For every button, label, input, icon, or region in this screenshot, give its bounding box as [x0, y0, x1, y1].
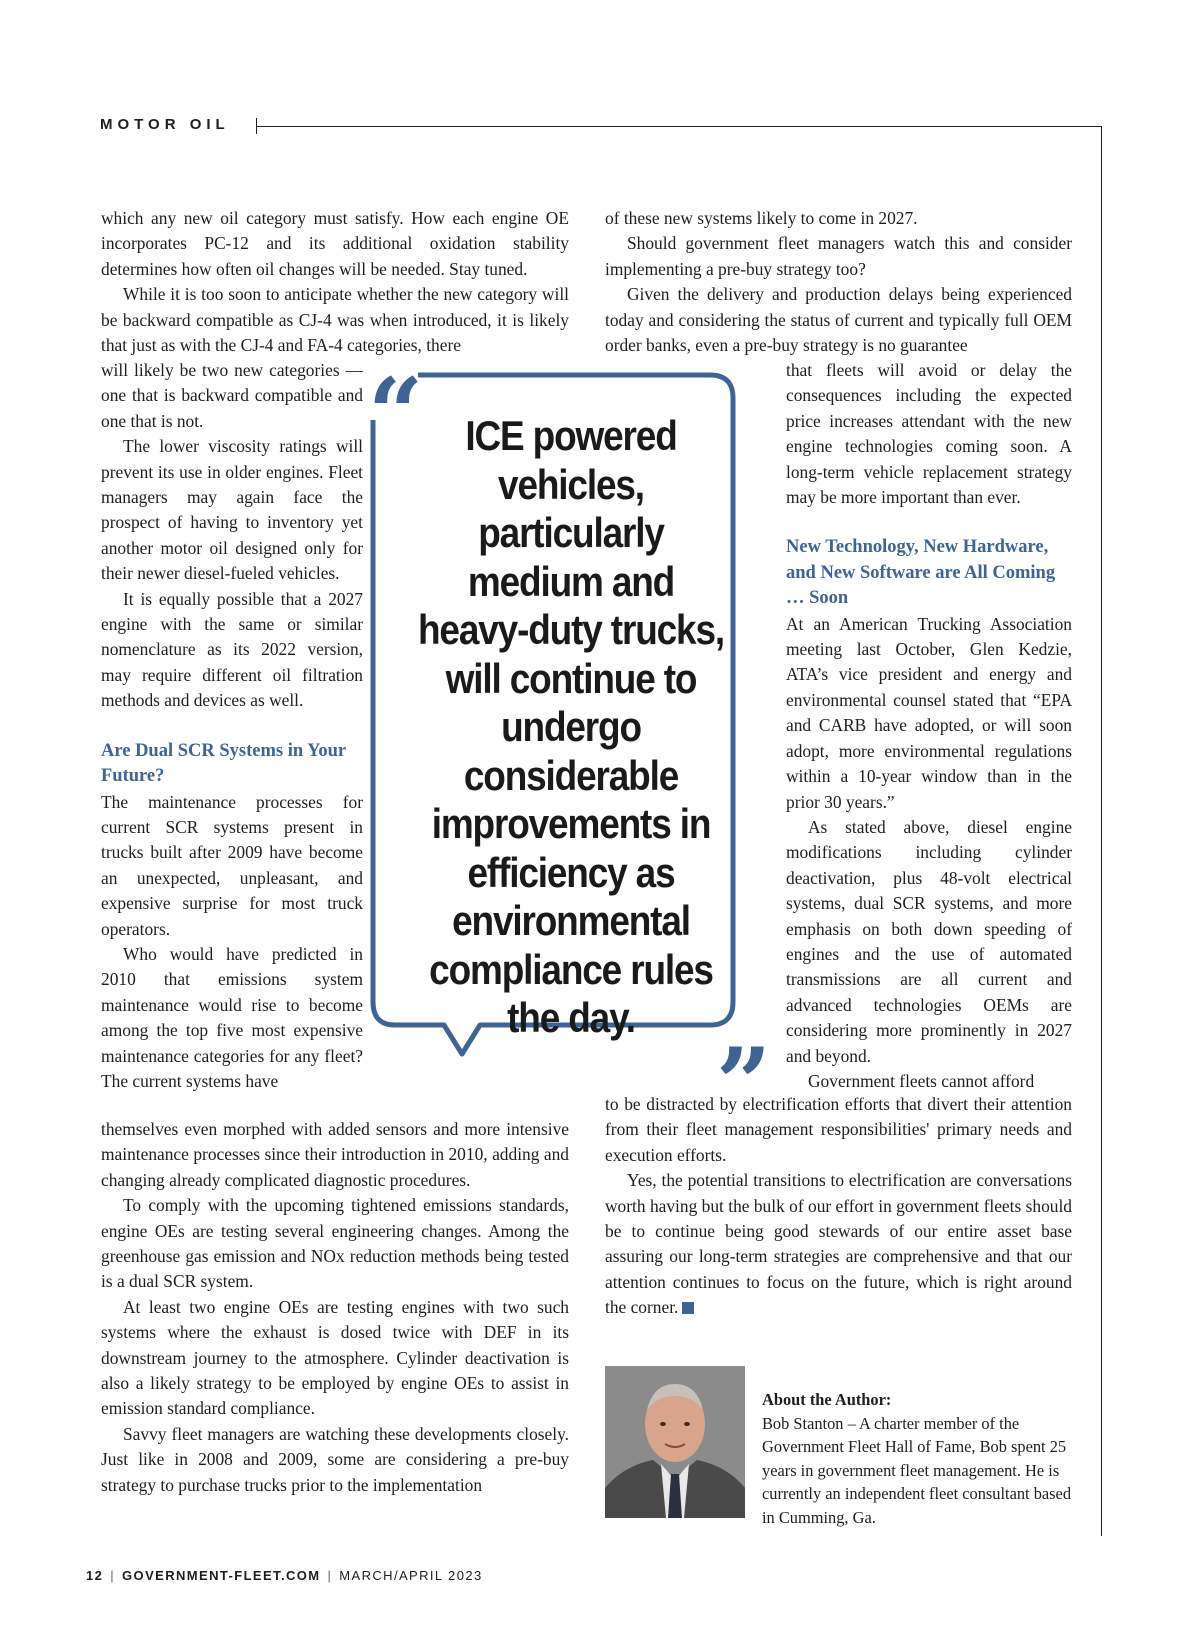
paragraph: will likely be two new categories — one that is backward compatible and one that is not.	[101, 360, 363, 431]
section-label: MOTOR OIL	[100, 116, 230, 133]
author-heading: About the Author:	[762, 1390, 892, 1409]
paragraph: To comply with the upcoming tightened emissions standards, engine OEs are testing several engineering changes. Among the greenhouse gas emission and NOx reduction methods being tested is a dual SCR system.	[101, 1195, 569, 1292]
paragraph: of these new systems likely to come in 2027.	[605, 208, 918, 228]
page-footer: 12 | GOVERNMENT-FLEET.COM | MARCH/APRIL 2023	[86, 1568, 483, 1583]
left-column-narrow	[101, 358, 363, 1094]
paragraph: The maintenance processes for current SCR systems present in trucks built after 2009 have become an unexpected, unpleasant, and expensive surprise for most truck operators.	[101, 791, 363, 939]
paragraph: themselves even morphed with added sensors and more intensive maintenance processes since their introduction in 2010, adding and changing already complicated diagnostic procedures.	[101, 1119, 569, 1190]
left-column-top	[101, 206, 569, 358]
paragraph: At an American Trucking Association meeting last October, Glen Kedzie, ATA’s vice president and energy and environmental counsel stated that “EPA and CARB have adopted, or will soon adopt, more environmental regulations within a 10-year window than in the prior 30 years.”	[786, 613, 1072, 812]
paragraph: Should government fleet managers watch this and consider implementing a pre-buy strategy too?	[605, 233, 1072, 279]
paragraph: that fleets will avoid or delay the consequences including the expected price increases attendant with the new engine technologies coming soon. A long-term vehicle replacement strategy may be more important than ever.	[786, 360, 1072, 508]
section-heading-new-technology: New Technology, New Hardware, and New Software are All Coming … Soon	[786, 537, 1056, 609]
paragraph: Savvy fleet managers are watching these developments closely. Just like in 2008 and 2009, some are considering a pre-buy strategy to purchase trucks prior to the implementation	[101, 1423, 569, 1495]
paragraph	[605, 1168, 1072, 1320]
paragraph: The lower viscosity ratings will prevent its use in older engines. Fleet managers may again face the prospect of having to inventory yet another motor oil designed only for their newer diesel-fueled vehicles.	[101, 436, 363, 584]
right-column-narrow	[786, 358, 1072, 1094]
section-heading-dual-scr: Are Dual SCR Systems in Your Future?	[101, 740, 346, 787]
paragraph: to be distracted by electrification efforts that divert their attention from their fleet management responsibilities' primary needs and execution efforts.	[605, 1094, 1072, 1165]
paragraph: Who would have predicted in 2010 that emissions system maintenance would rise to become among the top five most expensive maintenance categories for any fleet? The current systems have	[101, 943, 363, 1091]
pull-quote-text: ICE powered vehicles, particularly medium and heavy-duty trucks, will continue to undergo considerable improvements in efficiency as environmental compliance rules the day.	[417, 412, 724, 1041]
paragraph: While it is too soon to anticipate whether the new category will be backward compatible as CJ-4 was when introduced, it is likely that just as with the CJ-4 and FA-4 categories, there	[101, 284, 569, 356]
paragraph: It is equally possible that a 2027 engine with the same or similar nomenclature as its 2022 version, may require different oil filtration methods and devices as well.	[101, 588, 363, 711]
paragraph: At least two engine OEs are testing engines with two such systems where the exhaust is dosed twice with DEF in its downstream journey to the atmosphere. Cylinder deactivation is also a likely strategy to be employed by engine OEs to assist in emission standard compliance.	[101, 1296, 569, 1419]
paragraph: which any new oil category must satisfy. How each engine OE incorporates PC-12 and its additional oxidation stability determines how often oil changes will be needed. Stay tuned.	[101, 208, 569, 279]
right-column-top	[605, 206, 1072, 358]
left-column-bottom	[101, 1117, 569, 1498]
end-of-article-mark	[682, 1302, 694, 1314]
close-quote-mark: ”	[716, 1027, 772, 1140]
author-photo	[605, 1366, 745, 1518]
paragraph: Given the delivery and production delays being experienced today and considering the status of current and typically full OEM order banks, even a pre-buy strategy is no guarantee	[605, 284, 1072, 356]
paragraph: As stated above, diesel engine modifications including cylinder deactivation, plus 48-volt electrical systems, dual SCR systems, and more emphasis on both down speeding of engines and the use of automated transmissions are all current and advanced technologies OEMs are considering more prominently in 2027 and beyond.	[786, 816, 1072, 1066]
footer-site: GOVERNMENT-FLEET.COM	[122, 1568, 321, 1583]
paragraph: Government fleets cannot afford	[808, 1070, 1035, 1091]
page-side-rule	[1101, 126, 1102, 1536]
footer-issue: MARCH/APRIL 2023	[339, 1568, 483, 1583]
page-number: 12	[86, 1568, 104, 1583]
open-quote-mark: “	[368, 357, 424, 470]
author-bio: Bob Stanton – A charter member of the Government Fleet Hall of Fame, Bob spent 25 years in government fleet management. He is currently an independent fleet consultant based in Cumming, Ga.	[762, 1413, 1072, 1527]
about-the-author	[762, 1388, 1074, 1529]
header-rule	[256, 126, 1102, 127]
right-column-bottom	[605, 1092, 1072, 1321]
paragraph-text: Yes, the potential transitions to electrification are conversations worth having but the bulk of our effort in government fleets should be to continue being good stewards of our entire asset base assuring our long-term strategies are comprehensive and that our attention continues to focus on the future, which is right around the corner.	[605, 1170, 1072, 1318]
